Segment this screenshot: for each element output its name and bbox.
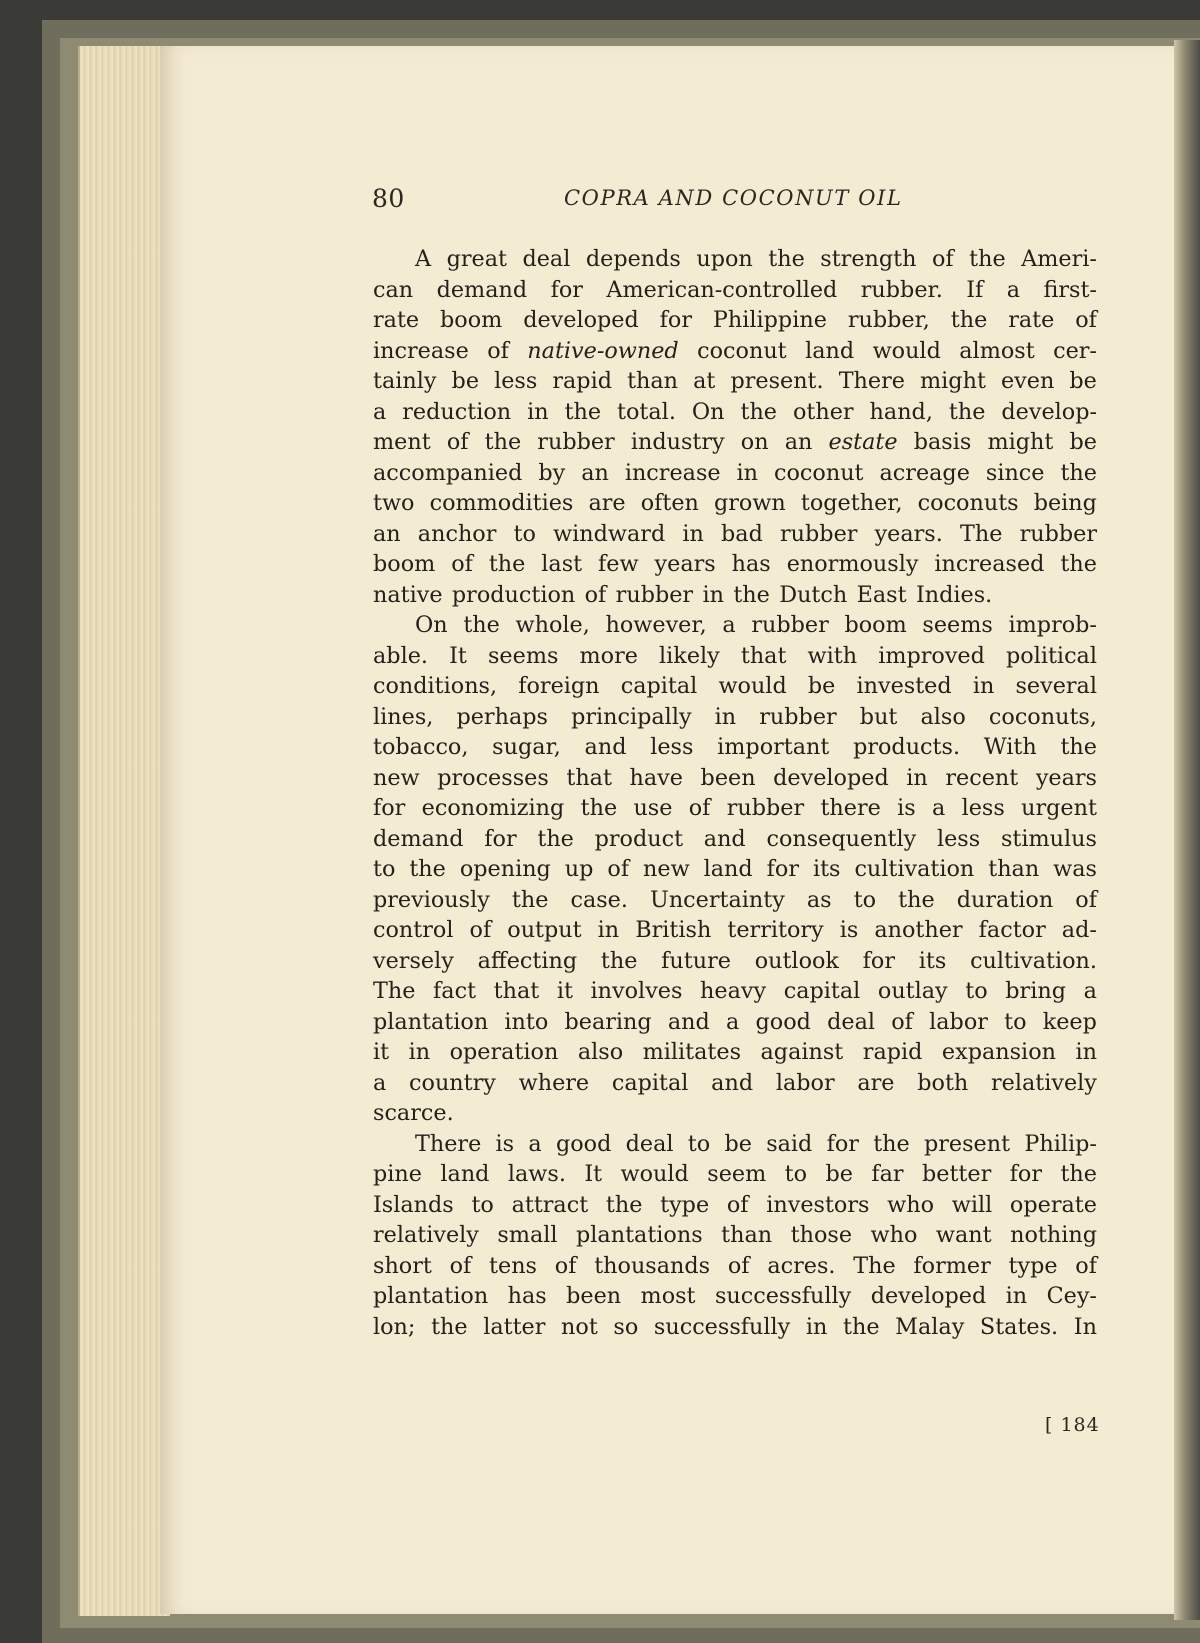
- running-title: COPRA AND COCONUT OIL: [564, 186, 903, 210]
- text-line: ment of the rubber industry on an estate basis might be: [373, 429, 1097, 455]
- text-line: new processes that have been developed in recent years: [373, 764, 1097, 791]
- text-line: demand for the product and consequently less stimulus: [373, 825, 1097, 852]
- gutter-shadow: [1174, 40, 1200, 1620]
- text-line: boom of the last few years has enormously increased the: [373, 551, 1097, 577]
- text-line: it in operation also militates against rapid expansion in: [373, 1039, 1097, 1065]
- text-line: versely affecting the future outlook for its cultivation.: [373, 947, 1097, 974]
- text-line: able. It seems more likely that with improved political: [373, 642, 1097, 669]
- text-line: tainly be less rapid than at present. There might even be: [373, 368, 1097, 394]
- text-line: plantation into bearing and a good deal of labor to keep: [373, 1008, 1097, 1035]
- text-line: lines, perhaps principally in rubber but also coconuts,: [373, 703, 1097, 730]
- running-head: [372, 184, 903, 224]
- text-line: can demand for American-controlled rubber. If a first-: [373, 276, 1097, 303]
- text-line: a reduction in the total. On the other hand, the develop-: [373, 398, 1097, 425]
- text-line: native production of rubber in the Dutch East Indies.: [373, 581, 993, 608]
- text-line: The fact that it involves heavy capital outlay to bring a: [373, 978, 1097, 1004]
- signature-mark: [ 184: [1045, 1414, 1100, 1436]
- text-line: previously the case. Uncertainty as to the duration of: [373, 886, 1097, 913]
- text-line: lon; the latter not so successfully in the Malay States. In: [373, 1313, 1097, 1340]
- text-line: rate boom developed for Philippine rubber, the rate of: [373, 307, 1097, 333]
- text-line: A great deal depends upon the strength of the Ameri-: [415, 246, 1097, 272]
- text-line: a country where capital and labor are both relatively: [373, 1069, 1097, 1096]
- text-line: control of output in British territory is another factor ad-: [373, 917, 1097, 943]
- text-line: short of tens of thousands of acres. The former type of: [373, 1252, 1097, 1279]
- text-line: On the whole, however, a rubber boom seems improb-: [415, 612, 1097, 638]
- text-line: scarce.: [373, 1100, 454, 1126]
- paragraph: [373, 610, 1097, 1129]
- text-line: tobacco, sugar, and less important products. With the: [373, 734, 1097, 760]
- paragraph: [373, 244, 1097, 610]
- text-line: accompanied by an increase in coconut acreage since the: [373, 459, 1097, 486]
- text-line: relatively small plantations than those who want nothing: [373, 1222, 1097, 1248]
- text-line: pine land laws. It would seem to be far better for the: [373, 1161, 1097, 1187]
- text-line: conditions, foreign capital would be invested in several: [373, 673, 1097, 699]
- text-line: increase of native-owned coconut land would almost cer-: [373, 337, 1097, 364]
- text-line: for economizing the use of rubber there is a less urgent: [373, 795, 1097, 821]
- text-line: Islands to attract the type of investors who will operate: [373, 1191, 1097, 1218]
- paragraph: [373, 1129, 1097, 1343]
- text-line: plantation has been most successfully developed in Cey-: [373, 1283, 1097, 1309]
- text-line: to the opening up of new land for its cultivation than was: [373, 856, 1097, 882]
- text-line: There is a good deal to be said for the present Philip-: [415, 1130, 1097, 1157]
- body-text: [373, 244, 1097, 1342]
- page-number: 80: [372, 184, 405, 213]
- page-edges-stack: [78, 46, 170, 1616]
- text-line: two commodities are often grown together, coconuts being: [373, 490, 1097, 516]
- text-line: an anchor to windward in bad rubber years. The rubber: [373, 520, 1097, 547]
